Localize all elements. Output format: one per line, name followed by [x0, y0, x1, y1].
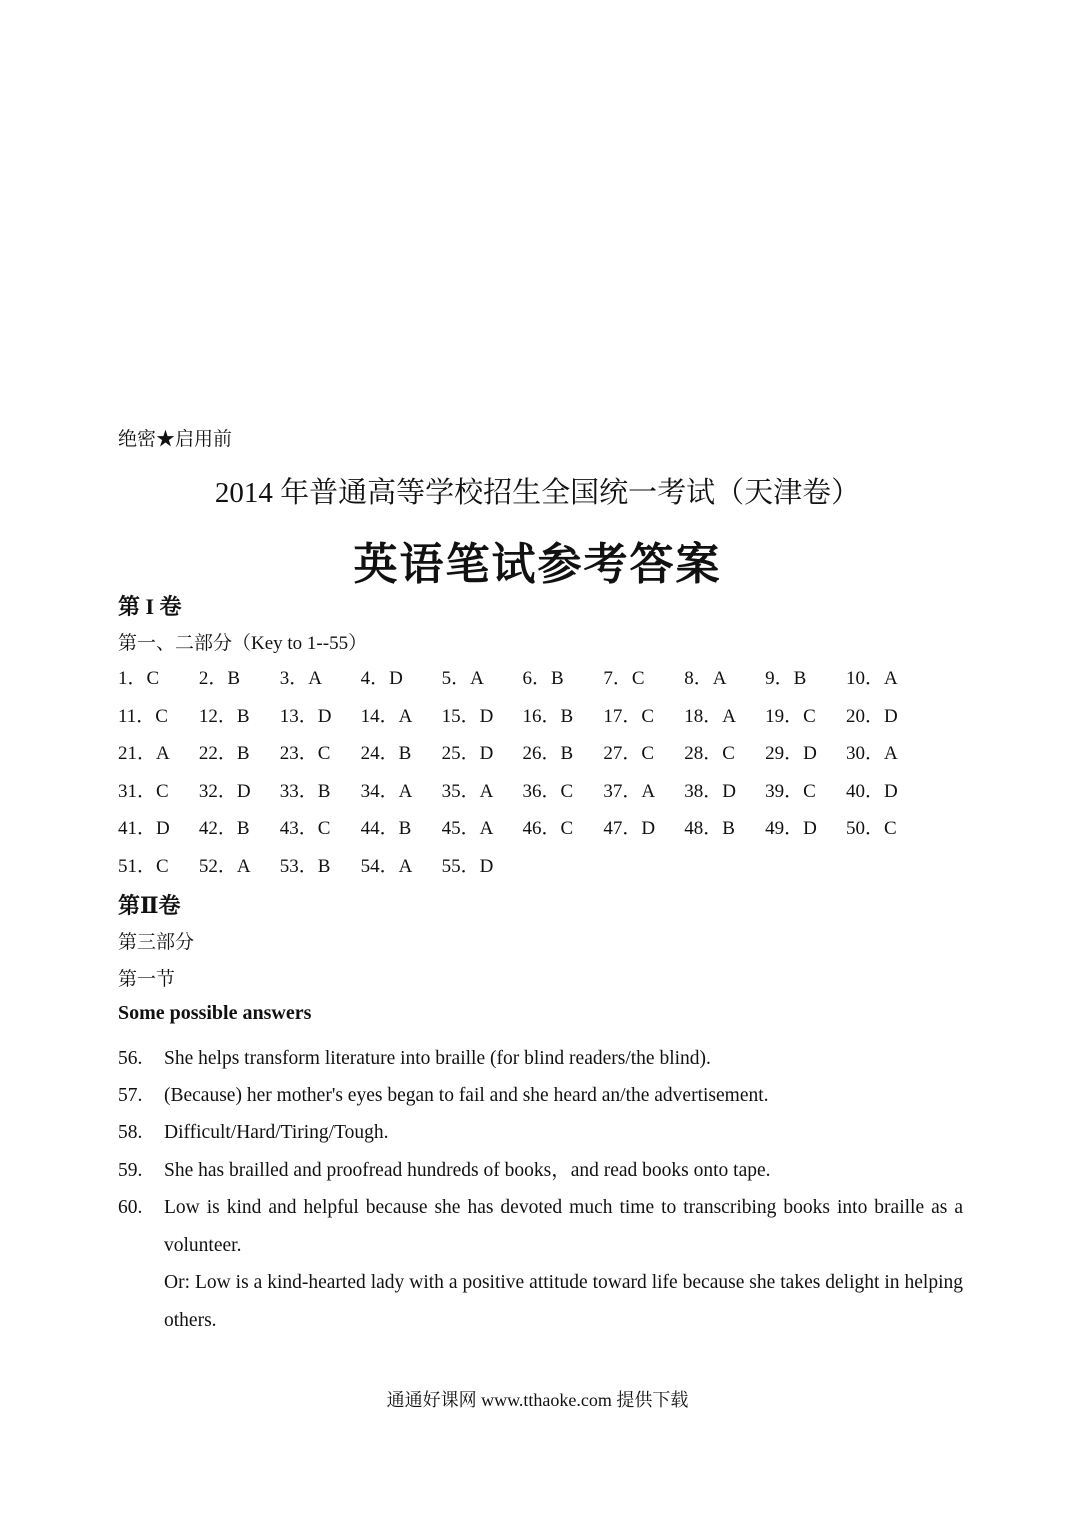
answer-cell: 3．A — [279, 668, 323, 689]
answer-text: (Because) her mother's eyes began to fail and she heard an/the advertisement. — [164, 1085, 769, 1106]
answer-cell: 39．C — [765, 780, 816, 802]
answer-cell: 5．A — [441, 668, 484, 689]
answer-cell: 28．C — [684, 743, 735, 764]
document-subtitle: 英语笔试参考答案 — [353, 540, 722, 589]
answer-cell: 2．B — [198, 668, 241, 689]
answer-cell: 48．B — [684, 818, 735, 839]
answer-cell: 37．A — [603, 780, 656, 802]
answer-cell: 35．A — [441, 780, 494, 802]
question-58 — [118, 1114, 963, 1152]
answer-cell: 27．C — [603, 743, 655, 764]
answer-cell: 6．B — [522, 668, 564, 689]
answer-cell: 50．C — [846, 818, 897, 839]
answer-cell: 29．D — [765, 743, 817, 764]
exam-title: 2014 年普通高等学校招生全国统一考试（天津卷） — [214, 477, 861, 509]
question-number: 60. — [118, 1197, 143, 1218]
volume-2-heading: 第Ⅱ卷 — [118, 893, 181, 918]
answer-row — [118, 665, 927, 703]
answer-row — [118, 853, 927, 891]
alternative-answer-text: Or: Low is a kind-hearted lady with a positive attitude toward life because she takes delight in helping others. — [164, 1272, 963, 1331]
answer-cell: 32．D — [198, 780, 251, 802]
answer-cell: 33．B — [279, 780, 331, 802]
answer-cell: 34．A — [360, 780, 413, 802]
answer-cell: 38．D — [684, 780, 736, 802]
answer-cell: 16．B — [522, 705, 574, 727]
answer-cell: 22．B — [198, 743, 250, 764]
answer-row — [118, 740, 927, 778]
answer-cell: 15．D — [441, 705, 494, 727]
answer-cell: 47．D — [603, 818, 656, 839]
answer-row — [118, 778, 927, 816]
question-number: 57. — [118, 1085, 143, 1106]
answer-cell: 10．A — [846, 668, 898, 689]
answer-cell: 14．A — [360, 705, 413, 727]
question-number: 56. — [118, 1048, 143, 1069]
answer-cell: 26．B — [522, 743, 574, 764]
answer-cell: 41．D — [118, 818, 170, 839]
answer-cell: 53．B — [279, 855, 331, 877]
answer-cell: 20．D — [846, 705, 898, 727]
answer-cell: 40．D — [846, 780, 898, 802]
answer-text: She helps transform literature into braille (for blind readers/the blind). — [164, 1048, 711, 1069]
answer-cell: 25．D — [441, 743, 494, 764]
answer-cell: 49．D — [765, 818, 817, 839]
answer-cell: 21．A — [118, 743, 170, 764]
answer-cell: 51．C — [118, 855, 169, 877]
answer-cell: 7．C — [603, 668, 645, 689]
question-60 — [118, 1189, 963, 1339]
answer-cell: 13．D — [279, 705, 332, 727]
answer-cell: 52．A — [198, 855, 251, 877]
answer-cell: 55．D — [441, 855, 494, 877]
volume-1-heading: 第 I 卷 — [118, 594, 182, 619]
part-1-2-label: 第一、二部分（Key to 1--55） — [118, 633, 368, 654]
question-number: 58. — [118, 1122, 143, 1143]
answer-text: She has brailled and proofread hundreds of books，and read books onto tape. — [164, 1160, 771, 1181]
answer-cell: 43．C — [279, 818, 331, 839]
answer-cell: 46．C — [522, 818, 574, 839]
answer-cell: 42．B — [198, 818, 250, 839]
answer-cell: 8．A — [684, 668, 727, 689]
answer-cell: 12．B — [198, 705, 250, 727]
secret-label: 绝密★启用前 — [118, 429, 233, 450]
answer-cell: 44．B — [360, 818, 412, 839]
answer-cell: 17．C — [603, 705, 655, 727]
answer-grid — [118, 665, 927, 890]
possible-answers-heading: Some possible answers — [118, 1002, 312, 1024]
answer-cell: 23．C — [279, 743, 331, 764]
answer-cell: 19．C — [765, 705, 816, 727]
answer-cell: 31．C — [118, 780, 169, 802]
answer-row — [118, 815, 927, 853]
answer-cell: 24．B — [360, 743, 412, 764]
answer-cell: 54．A — [360, 855, 413, 877]
answer-cell: 9．B — [765, 668, 807, 689]
answer-cell: 11．C — [118, 705, 168, 727]
question-56 — [118, 1040, 963, 1078]
part-3-label: 第三部分 — [118, 932, 195, 953]
question-57 — [118, 1077, 963, 1115]
footer-source: 通通好课网 www.tthaoke.com 提供下载 — [386, 1390, 689, 1410]
answer-text: Difficult/Hard/Tiring/Tough. — [164, 1122, 389, 1143]
answer-cell: 1．C — [118, 668, 160, 689]
answer-row — [118, 703, 927, 741]
question-59 — [118, 1152, 963, 1190]
answer-cell: 18．A — [684, 705, 736, 727]
answer-cell: 36．C — [522, 780, 574, 802]
section-1-label: 第一节 — [118, 969, 176, 990]
answer-cell: 4．D — [360, 668, 403, 689]
answer-text: Low is kind and helpful because she has devoted much time to transcribing books into braille as a volunteer. — [164, 1197, 963, 1256]
answer-cell: 45．A — [441, 818, 494, 839]
answer-cell: 30．A — [846, 743, 898, 764]
question-number: 59. — [118, 1160, 143, 1181]
